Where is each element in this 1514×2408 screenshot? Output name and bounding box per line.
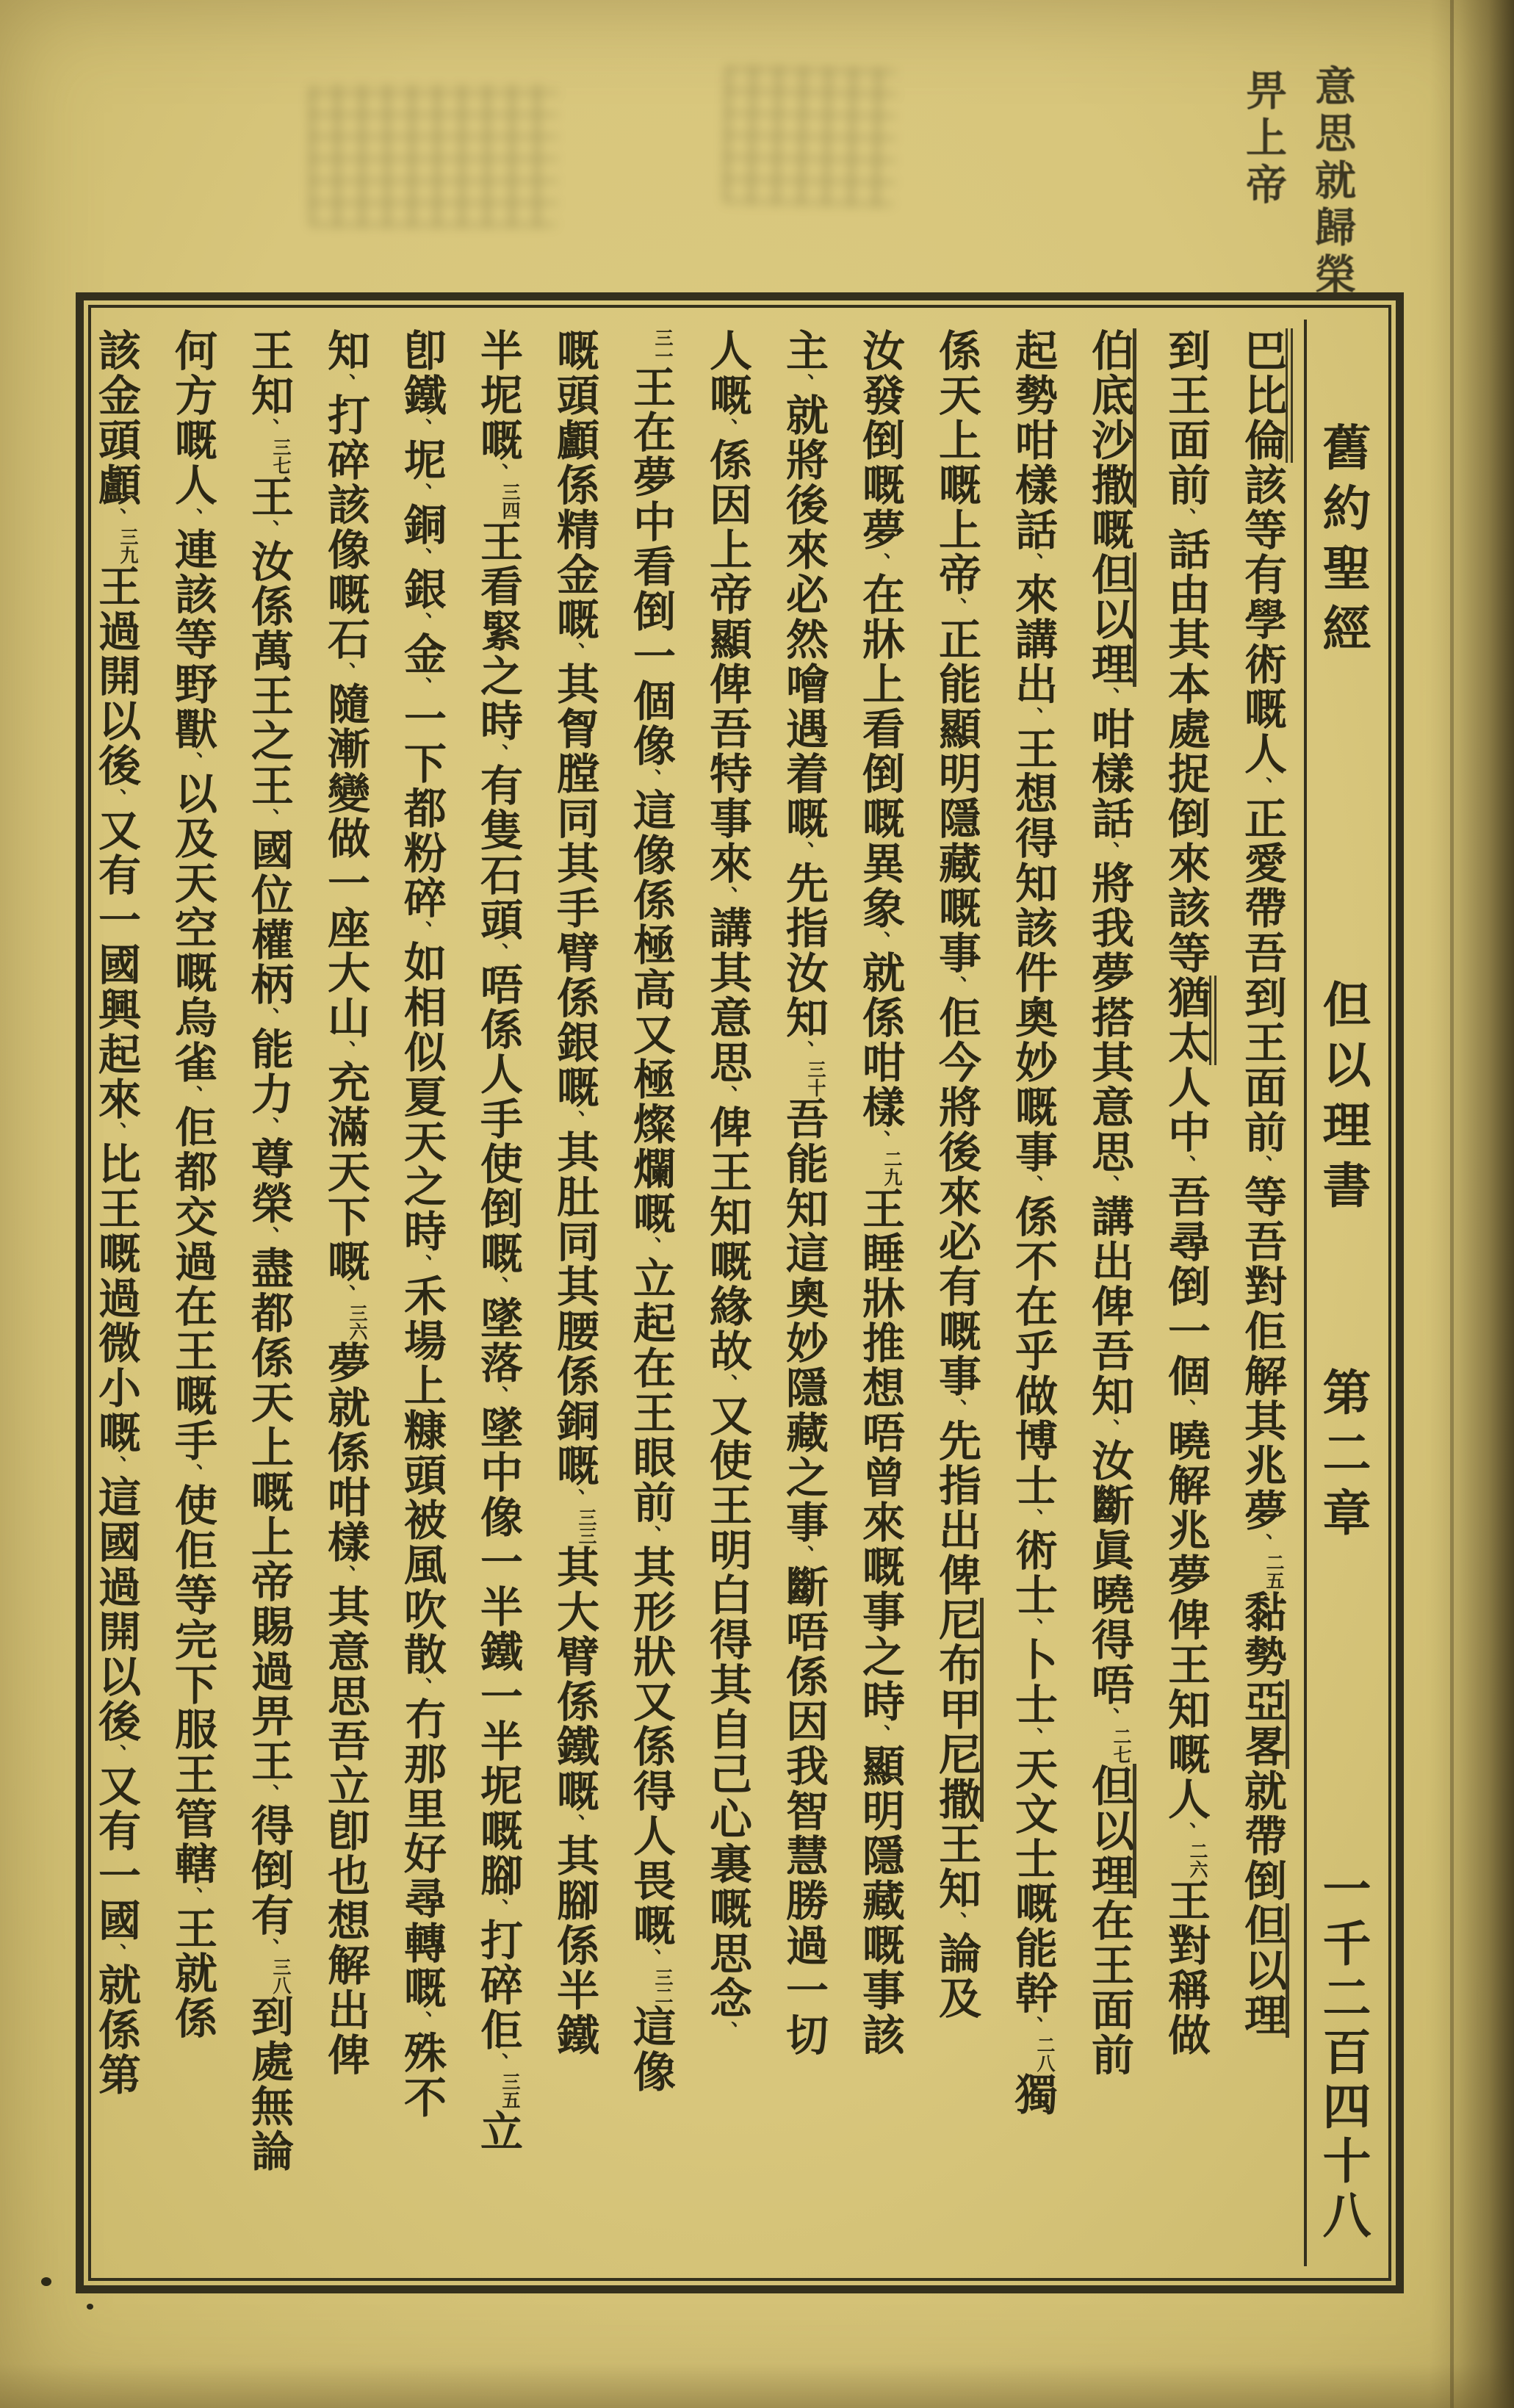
text-run: 獨 (1009, 2072, 1056, 2117)
text-run: 吾尋倒一個 (1161, 1175, 1209, 1399)
ink-speck (87, 2304, 93, 2310)
text-run: 國位權柄 (245, 828, 292, 1007)
text-run: 坭 (397, 438, 445, 483)
text-run: 盡都係天上嘅上帝賜過畀王 (245, 1246, 292, 1784)
ideographic-comma: 、 (792, 841, 814, 861)
text-run: 講其意思 (703, 906, 751, 1085)
text-run: 論及 (932, 1931, 980, 2021)
text-run: 立 (474, 2109, 522, 2154)
ink-speck (41, 2277, 51, 2286)
text-run: 起勢咁樣話 (1009, 328, 1056, 552)
text-block (92, 320, 1377, 2266)
ideographic-comma: 、 (868, 1724, 890, 1744)
text-run: 係天上嘅上帝 (932, 328, 980, 597)
text-run: 該等有學術嘅人 (1238, 463, 1286, 776)
text-run: 其腳係半鐵 (550, 1834, 598, 2058)
text-column-6 (841, 328, 918, 2260)
ideographic-comma: 、 (792, 373, 814, 393)
ideographic-comma: 、 (1174, 1399, 1196, 1419)
text-run: 使佢等完下服王管轄 (168, 1483, 216, 1886)
text-run: 以及天空嘅烏雀 (168, 771, 216, 1085)
text-run: 話由其本處捉倒來該等 (1161, 527, 1209, 976)
ideographic-comma: 、 (104, 1943, 126, 1963)
catchword-column-1: 意思就歸榮 (1309, 65, 1355, 300)
text-column-13 (306, 328, 383, 2260)
ideographic-comma: 、 (1021, 1618, 1043, 1637)
person-name: 但以理 (1085, 1764, 1136, 1898)
text-run: 汝發倒嘅夢 (856, 328, 904, 552)
text-run: 人嘅 (703, 328, 751, 418)
verse-number: 二五 (1264, 1553, 1283, 1590)
ideographic-comma: 、 (1097, 687, 1120, 707)
ideographic-comma: 、 (257, 1938, 279, 1958)
text-run: 墜落 (474, 1296, 522, 1385)
ideographic-comma: 、 (1097, 1175, 1120, 1194)
text-run: 人中 (1161, 1065, 1209, 1155)
text-run: 先指汝知 (779, 861, 827, 1040)
ideographic-comma: 、 (334, 1565, 356, 1585)
ideographic-comma: 、 (715, 2021, 738, 2041)
text-column-4 (994, 328, 1070, 2260)
ideographic-comma: 、 (1021, 1508, 1043, 1528)
text-column-8 (688, 328, 765, 2260)
ideographic-comma: 、 (868, 931, 890, 951)
ideographic-comma: 、 (715, 418, 738, 438)
text-run: 又有一國 (92, 1764, 140, 1943)
text-run: 就係第 (92, 1963, 140, 2097)
text-run: 尊榮 (245, 1136, 292, 1226)
ideographic-comma: 、 (715, 1085, 738, 1105)
text-run: 禾場上糠頭被風吹散 (397, 1274, 445, 1677)
ideographic-comma: 、 (104, 788, 126, 808)
ideographic-comma: 、 (715, 1374, 738, 1394)
text-run: 俾王知嘅緣故 (703, 1105, 751, 1374)
text-run: 一下都粉碎 (397, 696, 445, 920)
text-run: 黏勢 (1238, 1590, 1286, 1679)
ideographic-comma: 、 (486, 743, 508, 763)
text-run: 佢都交過在王嘅手 (168, 1105, 216, 1463)
text-column-7 (765, 328, 841, 2260)
text-run: 銀 (397, 567, 445, 612)
text-run: 在牀上看倒嘅異象 (856, 572, 904, 931)
text-run: 卽鐵 (397, 328, 445, 418)
body-text-columns (70, 320, 1304, 2266)
title-column (1304, 320, 1377, 2266)
ideographic-comma: 、 (1250, 776, 1272, 796)
text-run: 係不在乎做博士 (1009, 1194, 1056, 1508)
text-run: 隨漸變做一座大山 (321, 682, 369, 1040)
text-run: 金 (397, 632, 445, 677)
verse-number: 二六 (1187, 1842, 1207, 1878)
text-run: 其意思吾立卽也想解出俾 (321, 1585, 369, 2077)
ideographic-comma: 、 (410, 920, 432, 940)
text-run: 嘅頭顱係精金嘅 (550, 328, 598, 642)
book-title: 但以理書 (1315, 979, 1369, 1220)
text-run: 嘅 (1085, 508, 1133, 552)
text-run: 王想得知該件奧妙嘅事 (1009, 727, 1056, 1175)
text-column-16 (77, 328, 154, 2260)
border-frame (76, 292, 1404, 2293)
ideographic-comma: 、 (486, 942, 508, 962)
text-run: 得倒有 (245, 1803, 292, 1938)
text-run: 到王面前 (1161, 328, 1209, 508)
ideographic-comma: 、 (486, 2052, 508, 2072)
text-column-15 (154, 328, 230, 2260)
ideographic-comma: 、 (639, 768, 661, 788)
ideographic-comma: 、 (1174, 1822, 1196, 1842)
ideographic-comma: 、 (486, 1276, 508, 1296)
ideographic-comma: 、 (486, 1898, 508, 1918)
ideographic-comma: 、 (945, 597, 967, 617)
ideographic-comma: 、 (104, 508, 126, 527)
ideographic-comma: 、 (1174, 508, 1196, 527)
ideographic-comma: 、 (792, 1040, 814, 1060)
text-run: 正能顯明隱藏嘅事 (932, 617, 980, 976)
text-run: 天文士嘅能幹 (1009, 1747, 1056, 2016)
ideographic-comma: 、 (334, 1284, 356, 1304)
text-run: 術士 (1009, 1528, 1056, 1618)
text-run: 連該等野獸 (168, 527, 216, 751)
text-run: 夢就係咁樣 (321, 1341, 369, 1565)
ideographic-comma: 、 (257, 519, 279, 539)
ideographic-comma: 、 (410, 677, 432, 696)
ideographic-comma: 、 (104, 1744, 126, 1764)
text-run: 係因上帝顯俾吾特事來 (703, 438, 751, 886)
text-column-11 (459, 328, 536, 2260)
person-name: 但以理 (1238, 1903, 1289, 2038)
ideographic-comma: 、 (1021, 2016, 1043, 2036)
page-edge-shadow-bottom (0, 2364, 1514, 2408)
chapter-heading: 第二章 (1315, 1367, 1369, 1548)
ideographic-comma: 、 (563, 1814, 585, 1834)
person-name: 伯底沙撒 (1085, 328, 1136, 508)
text-run: 何方嘅人 (168, 328, 216, 508)
ideographic-comma: 、 (257, 808, 279, 828)
text-run: 佢今將後來必有嘅事 (932, 995, 980, 1399)
ideographic-comma: 、 (945, 1399, 967, 1419)
text-run: 充滿天下嘅 (321, 1060, 369, 1284)
verse-number: 三五 (500, 2072, 519, 2109)
ideographic-comma: 、 (563, 642, 585, 662)
text-run: 王過開以後 (92, 564, 140, 788)
text-run: 卜士 (1009, 1637, 1056, 1727)
ideographic-comma: 、 (715, 886, 738, 906)
ideographic-comma: 、 (334, 662, 356, 682)
ideographic-comma: 、 (181, 508, 203, 527)
text-run: 如相似夏天之時 (397, 940, 445, 1254)
ideographic-comma: 、 (1021, 1175, 1043, 1194)
ideographic-comma: 、 (563, 1488, 585, 1508)
text-column-10 (536, 328, 612, 2260)
ideographic-comma: 、 (486, 1385, 508, 1405)
text-run: 又使王明白得其自己心裏嘅思念 (703, 1394, 751, 2021)
catchwords (1233, 65, 1361, 300)
verse-number: 三十 (805, 1060, 825, 1097)
text-run: 立起在王眼前 (627, 1256, 674, 1525)
ideographic-comma: 、 (257, 1117, 279, 1136)
text-run: 來講出 (1009, 572, 1056, 707)
text-run: 有隻石頭 (474, 763, 522, 942)
text-run: 殊不 (397, 2030, 445, 2120)
ideographic-comma: 、 (410, 612, 432, 632)
text-run: 打碎佢 (474, 1918, 522, 2052)
ideographic-comma: 、 (181, 1085, 203, 1105)
ideographic-comma: 、 (257, 1007, 279, 1027)
text-run: 斷唔係因我智慧勝過一切 (779, 1565, 827, 2058)
verse-number: 三三 (576, 1508, 596, 1545)
place-name: 巴比倫 (1238, 328, 1293, 463)
text-run: 這國過開以後 (92, 1475, 140, 1744)
text-run: 王知 (245, 328, 292, 418)
text-run: 王知 (932, 1822, 980, 1911)
ideographic-comma: 、 (1021, 1727, 1043, 1747)
page-number: 一千二百四十八 (1315, 1864, 1369, 2244)
ideographic-comma: 、 (868, 1130, 890, 1150)
text-run: 先指出俾 (932, 1419, 980, 1598)
text-run: 汝斷眞曉得唔 (1085, 1438, 1133, 1707)
verse-number: 三六 (347, 1304, 367, 1341)
text-column-5 (918, 328, 994, 2260)
text-run: 王在夢中看倒一個像 (627, 365, 674, 768)
ideographic-comma: 、 (563, 1110, 585, 1130)
text-run: 王 (245, 475, 292, 519)
text-run: 王就係 (168, 1906, 216, 2041)
verse-number: 三七 (270, 438, 290, 475)
verse-number: 三九 (118, 527, 137, 564)
text-run: 墜中像一半鐵一半坭嘅腳 (474, 1405, 522, 1898)
person-name: 尼布甲尼撒 (932, 1598, 984, 1822)
text-run: 其胷膛同其手臂係銀嘅 (550, 662, 598, 1110)
ideographic-comma: 、 (104, 1122, 126, 1142)
ideographic-comma: 、 (410, 1254, 432, 1274)
text-run: 就將後來必然噲遇着嘅 (779, 393, 827, 841)
ideographic-comma: 、 (868, 552, 890, 572)
ideographic-comma: 、 (410, 483, 432, 502)
verse-number: 二八 (1034, 2036, 1054, 2072)
text-run: 就帶倒 (1238, 1769, 1286, 1903)
text-run: 將我夢搭其意思 (1085, 861, 1133, 1175)
verse-number: 二九 (882, 1150, 901, 1186)
text-run: 顯明隱藏嘅事該 (856, 1744, 904, 2058)
text-column-2 (1147, 328, 1223, 2260)
ideographic-comma: 、 (792, 1545, 814, 1565)
catchword-column-2: 畀上帝 (1240, 69, 1286, 210)
ideographic-comma: 、 (1250, 1155, 1272, 1175)
ideographic-comma: 、 (410, 418, 432, 438)
text-run: 比王嘅過微小嘅 (92, 1142, 140, 1455)
text-run: 在王面前 (1085, 1898, 1133, 2077)
ideographic-comma: 、 (181, 1463, 203, 1483)
ideographic-comma: 、 (1097, 1419, 1120, 1438)
text-column-14 (230, 328, 306, 2260)
ideographic-comma: 、 (1174, 1155, 1196, 1175)
text-run: 其形狀又係得人畏嘅 (627, 1545, 674, 1948)
text-run: 到處無論 (245, 1994, 292, 2174)
ideographic-comma: 、 (486, 463, 508, 483)
verse-number: 三二 (652, 1968, 672, 2005)
text-run: 吾能知這奧妙隱藏之事 (779, 1097, 827, 1545)
text-run: 汝係萬王之王 (245, 539, 292, 808)
text-run: 曉解兆夢俾王知嘅人 (1161, 1419, 1209, 1822)
text-run: 講出俾吾知 (1085, 1194, 1133, 1419)
ideographic-comma: 、 (1021, 707, 1043, 727)
text-run: 咁樣話 (1085, 707, 1133, 841)
text-column-3 (1070, 328, 1147, 2260)
text-run: 唔係人手使倒嘅 (474, 962, 522, 1276)
person-name: 亞畧 (1238, 1679, 1289, 1769)
ideographic-comma: 、 (1250, 1533, 1272, 1553)
border-frame-inner (88, 305, 1391, 2281)
text-run: 其肚同其腰係銅嘅 (550, 1130, 598, 1488)
ideographic-comma: 、 (945, 976, 967, 995)
text-run: 就係咁樣 (856, 951, 904, 1130)
text-run: 主 (779, 328, 827, 373)
text-run: 能力 (245, 1027, 292, 1117)
text-run: 銅 (397, 502, 445, 547)
ideographic-comma: 、 (410, 1677, 432, 1697)
text-run: 等吾對佢解其兆夢 (1238, 1175, 1286, 1533)
ideographic-comma: 、 (181, 751, 203, 771)
text-run: 王睡牀推想唔曾來嘅事之時 (856, 1186, 904, 1724)
ideographic-comma: 、 (1097, 841, 1120, 861)
text-column-1 (1223, 328, 1299, 2260)
text-run: 打碎該像嘅石 (321, 393, 369, 662)
text-run: 其大臂係鐵嘅 (550, 1545, 598, 1814)
ideographic-comma: 、 (1097, 1707, 1120, 1727)
text-run: 正愛帶吾到王面前 (1238, 796, 1286, 1155)
text-run: 知 (321, 328, 369, 373)
ideographic-comma: 、 (410, 547, 432, 567)
verse-number: 三八 (270, 1958, 290, 1994)
verse-number: 二七 (1111, 1727, 1131, 1764)
text-column-12 (383, 328, 459, 2260)
ideographic-comma: 、 (257, 418, 279, 438)
ideographic-comma: 、 (104, 1455, 126, 1475)
ideographic-comma: 、 (334, 373, 356, 393)
ideographic-comma: 、 (1021, 552, 1043, 572)
text-run: 冇那里好尋轉嘅 (397, 1697, 445, 2011)
verse-number: 三四 (500, 483, 519, 519)
text-run: 半坭嘅 (474, 328, 522, 463)
ideographic-comma: 、 (257, 1226, 279, 1246)
ideographic-comma: 、 (639, 1236, 661, 1256)
ideographic-comma: 、 (257, 1784, 279, 1803)
text-run: 王看緊之時 (474, 519, 522, 743)
text-column-9 (612, 328, 688, 2260)
verse-number: 三一 (652, 328, 672, 365)
ideographic-comma: 、 (945, 1911, 967, 1931)
text-run: 該金頭顱 (92, 328, 140, 508)
text-run: 又有一國興起來 (92, 808, 140, 1122)
ideographic-comma: 、 (410, 2011, 432, 2030)
text-run: 這像 (627, 2005, 674, 2094)
ideographic-comma: 、 (181, 1886, 203, 1906)
testament-title: 舊約聖經 (1315, 422, 1369, 663)
text-run: 這像係極高又極燦爛嘅 (627, 788, 674, 1236)
ideographic-comma: 、 (639, 1948, 661, 1968)
text-run: 王對稱做 (1161, 1878, 1209, 2058)
ink-ghost-smudge (309, 84, 558, 228)
place-name: 猶太 (1161, 976, 1216, 1065)
page-edge-shadow-right (1430, 0, 1514, 2408)
person-name: 但以理 (1085, 552, 1136, 687)
ideographic-comma: 、 (334, 1040, 356, 1060)
ink-ghost-smudge (722, 65, 897, 207)
ideographic-comma: 、 (639, 1525, 661, 1545)
